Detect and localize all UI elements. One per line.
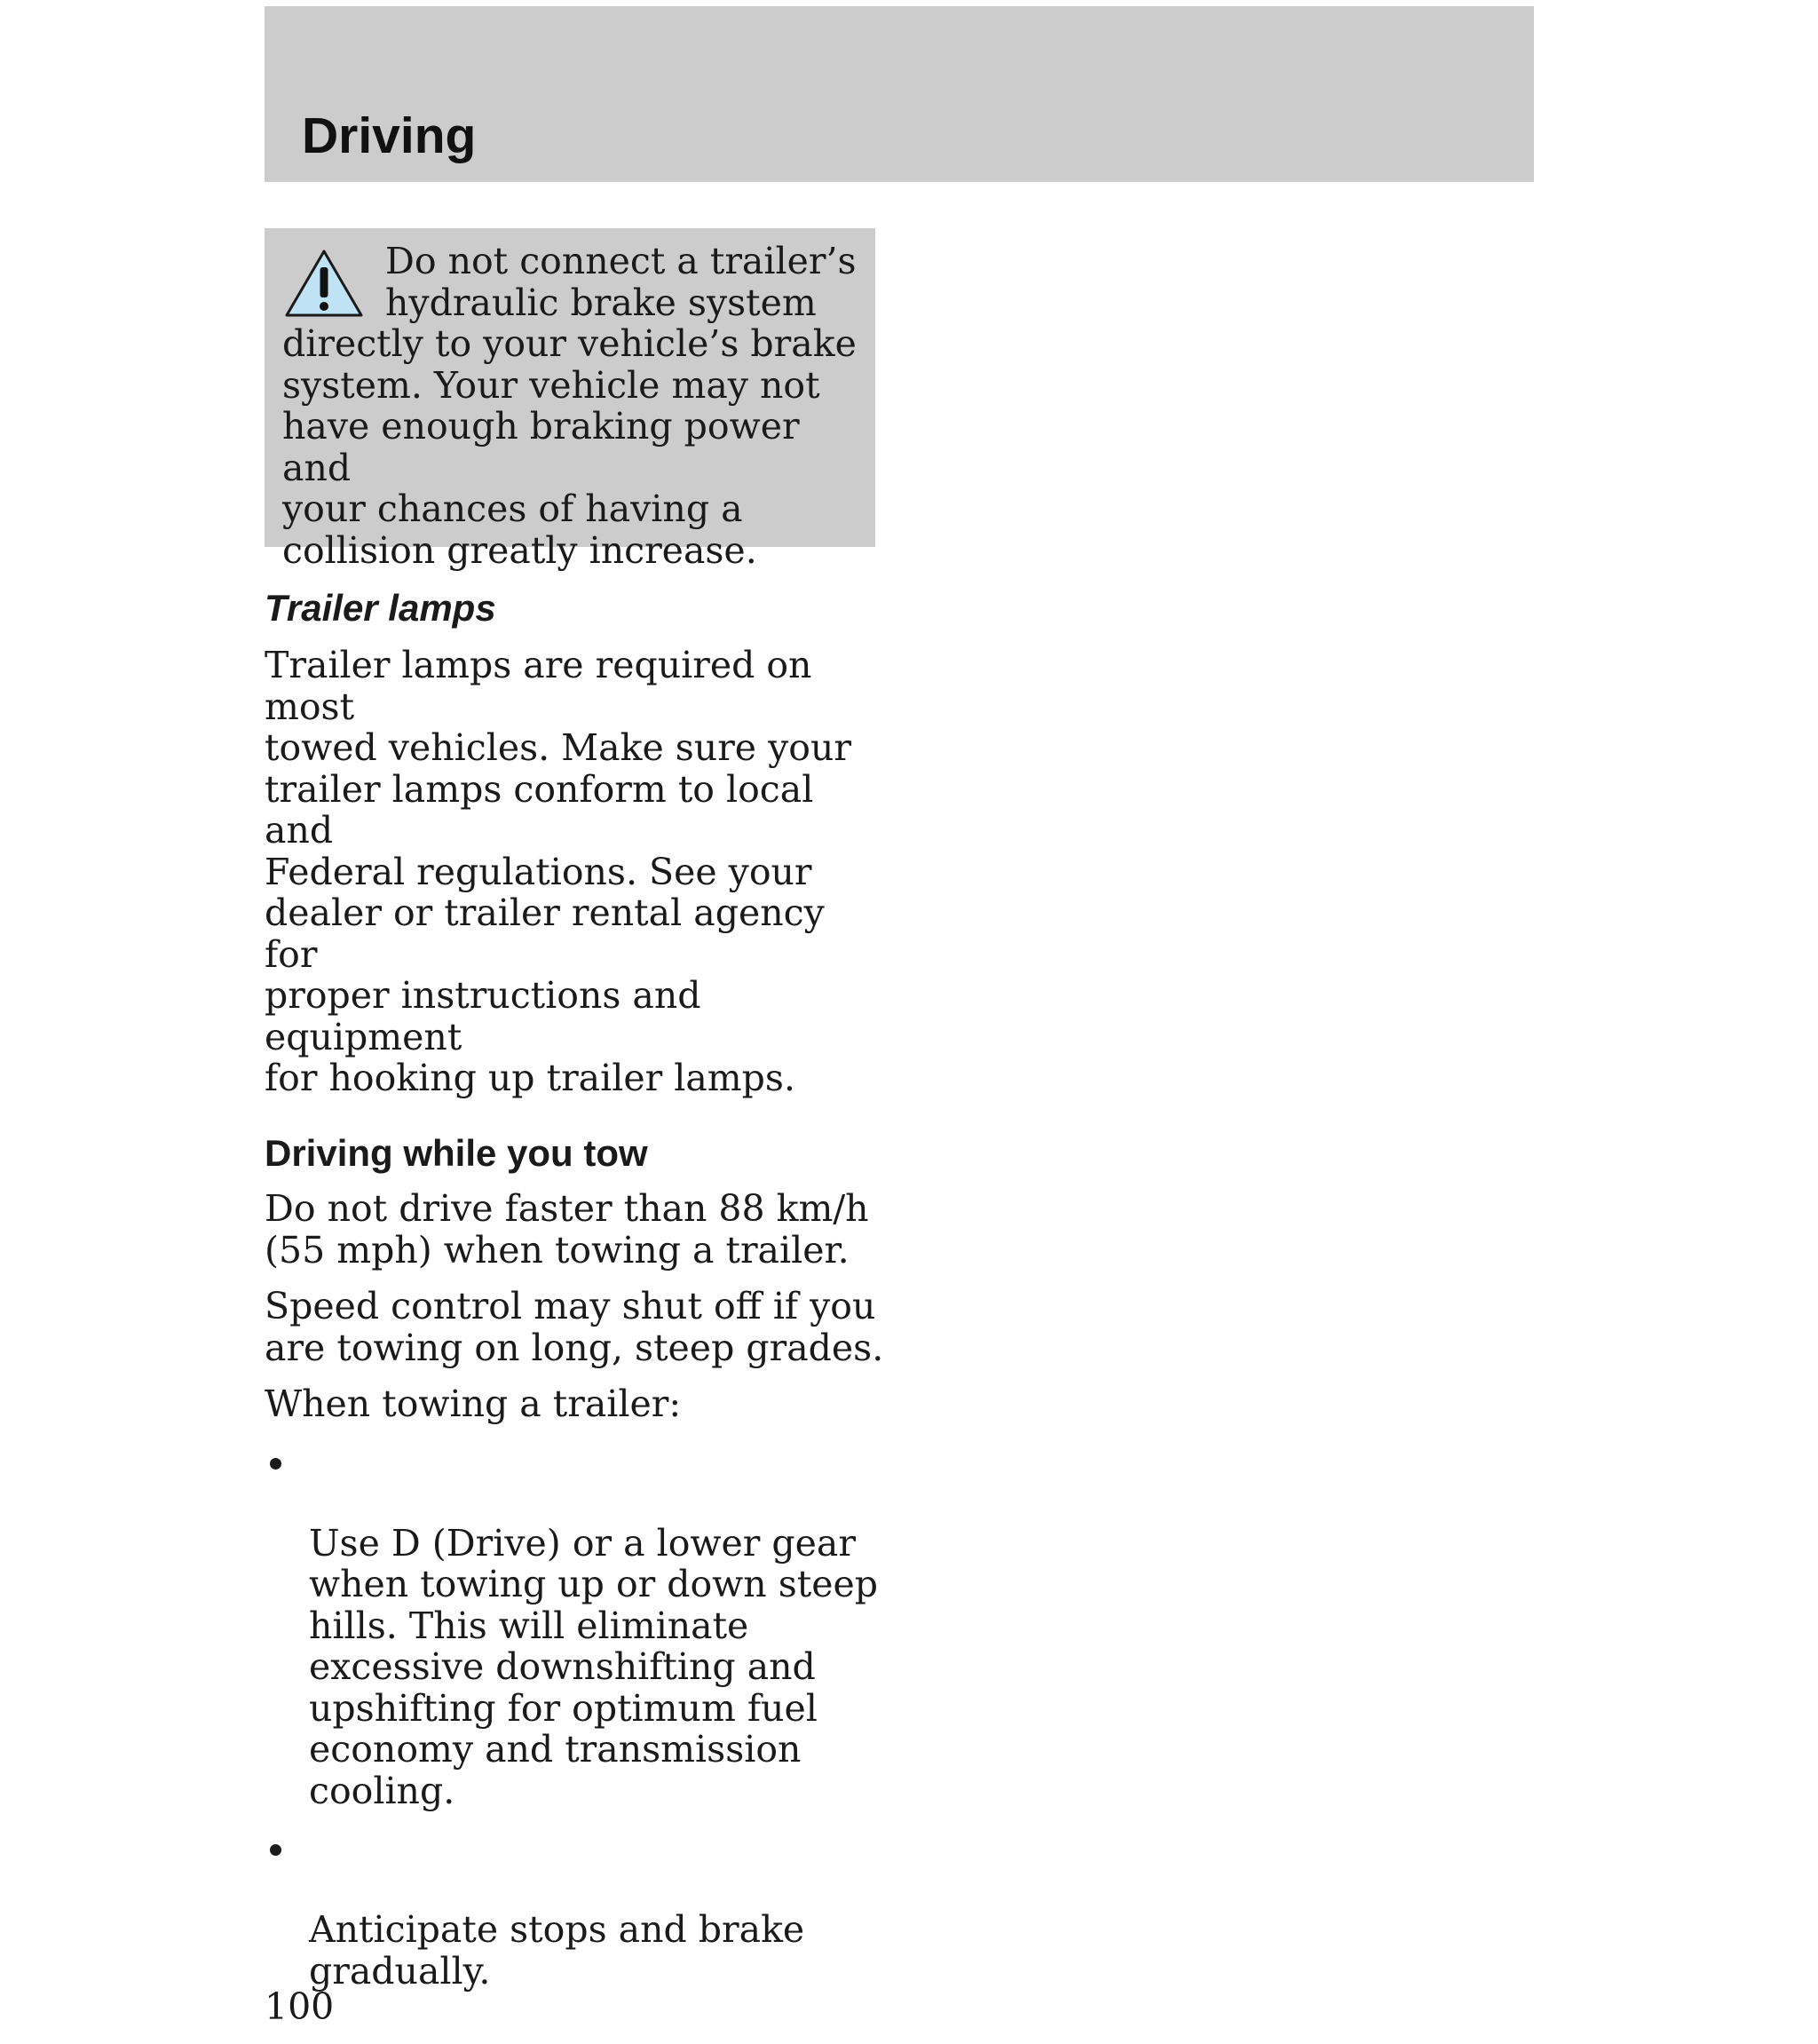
heading-driving-while-tow: Driving while you tow bbox=[265, 1131, 648, 1174]
warning-triangle-icon bbox=[284, 248, 364, 319]
trailer-lamps-paragraph: Trailer lamps are required on most towed vehicles. Make sure your trailer lamps conform to local and Federal regulations. See your dealer or trailer rental agency for proper instructions and equipment for hooking up trailer lamps. bbox=[265, 644, 851, 1100]
list-item bbox=[265, 1440, 886, 1812]
speed-limit-paragraph: Do not drive faster than 88 km/h (55 mph) when towing a trailer. bbox=[265, 1187, 869, 1272]
speed-control-paragraph: Speed control may shut off if you are towing on long, steep grades. bbox=[265, 1285, 884, 1369]
list-item-text: Use D (Drive) or a lower gear when towing up or down steep hills. This will eliminate excessive downshifting and upshifting for optimum fuel economy and transmission cooling. bbox=[309, 1521, 879, 1812]
list-item-text: Anticipate stops and brake gradually. bbox=[309, 1908, 805, 1993]
page-number: 100 bbox=[265, 1985, 335, 2028]
warning-text: Do not connect a trailer’s hydraulic brake system directly to your vehicle’s brake system. Your vehicle may not have enough braking power and your chances of having a collision greatly increase. bbox=[282, 240, 857, 572]
list-item bbox=[265, 1826, 886, 1992]
bullet-icon bbox=[270, 1844, 281, 1856]
bullet-icon bbox=[270, 1458, 281, 1470]
when-towing-paragraph: When towing a trailer: bbox=[265, 1382, 682, 1426]
main-content bbox=[265, 586, 886, 2007]
header-band bbox=[265, 6, 1534, 182]
warning-box bbox=[265, 228, 875, 572]
towing-tips-list bbox=[265, 1440, 886, 1993]
section-title: Driving bbox=[302, 107, 477, 164]
heading-trailer-lamps: Trailer lamps bbox=[265, 587, 496, 629]
